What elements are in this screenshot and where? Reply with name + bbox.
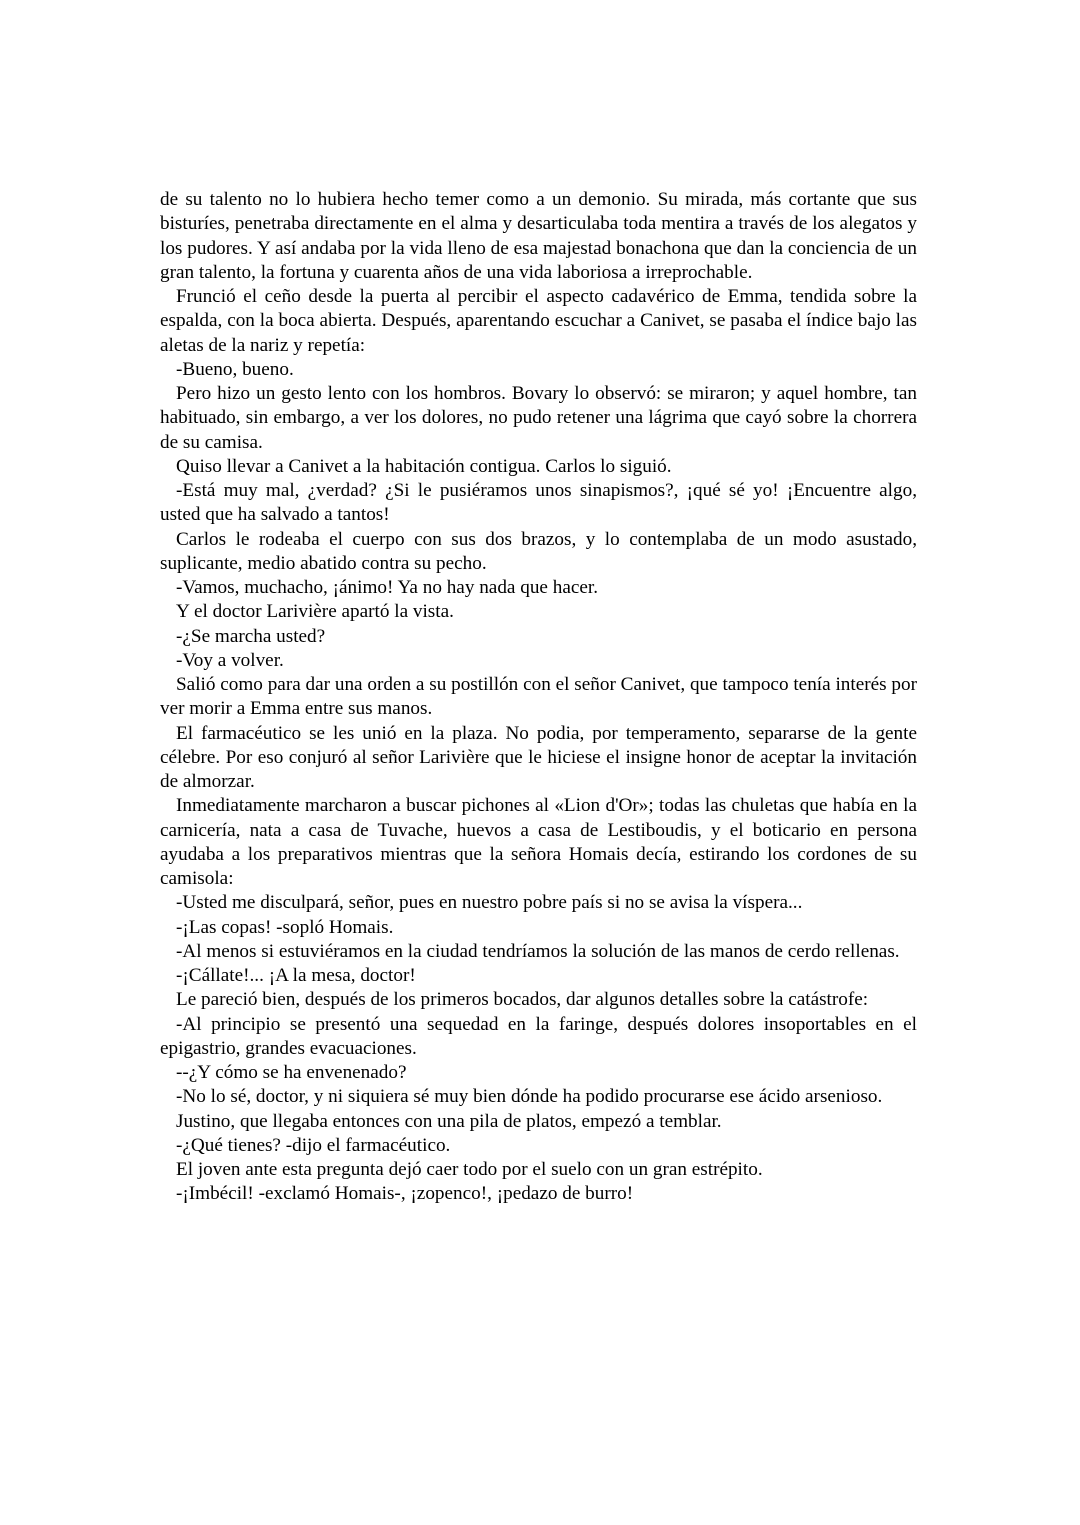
paragraph: Y el doctor Larivière apartó la vista. (176, 601, 454, 623)
paragraph: Inmediatamente marcharon a buscar pichones al «Lion d'Or»; todas las chuletas que había en la carnicería, nata a casa de Tuvache, huevos a casa de Lestiboudis, y el boticario en persona ayudaba a los preparativos mientras que la señora Homais decía, estirando los cordones de su camisola: (160, 795, 917, 889)
dialogue-line: -Vamos, muchacho, ¡ánimo! Ya no hay nada que hacer. (176, 577, 598, 598)
dialogue-line: -Al principio se presentó una sequedad en la faringe, después dolores insoportables en el epigastrio, grandes evacuaciones. (160, 1013, 917, 1059)
document-page (160, 188, 917, 1207)
paragraph: El farmacéutico se les unió en la plaza. No podia, por temperamento, separarse de la gente célebre. Por eso conjuró al señor Larivière que le hiciese el insigne honor de aceptar la invitación de almorzar. (160, 722, 917, 792)
dialogue-line: -Bueno, bueno. (176, 358, 294, 380)
paragraph: Le pareció bien, después de los primeros bocados, dar algunos detalles sobre la catástrofe: (176, 989, 869, 1011)
dialogue-line: --¿Y cómo se ha envenenado? (176, 1062, 407, 1083)
paragraph: Carlos le rodeaba el cuerpo con sus dos brazos, y lo contemplaba de un modo asustado, suplicante, medio abatido contra su pecho. (160, 528, 917, 574)
dialogue-line: -¡Imbécil! -exclamó Homais-, ¡zopenco!, ¡pedazo de burro! (176, 1183, 634, 1205)
paragraph: El joven ante esta pregunta dejó caer todo por el suelo con un gran estrépito. (176, 1159, 763, 1180)
paragraph: Quiso llevar a Canivet a la habitación contigua. Carlos lo siguió. (176, 455, 672, 477)
dialogue-line: -Está muy mal, ¿verdad? ¿Si le pusiéramos unos sinapismos?, ¡qué sé yo! ¡Encuentre algo, usted que ha salvado a tantos! (160, 480, 917, 526)
dialogue-line: -¿Se marcha usted? (176, 625, 326, 647)
paragraph: Frunció el ceño desde la puerta al percibir el aspecto cadavérico de Emma, tendida sobre la espalda, con la boca abierta. Después, aparentando escuchar a Canivet, se pasaba el índice bajo las aletas de la nariz y repetía: (160, 286, 917, 356)
dialogue-line: -¡Las copas! -sopló Homais. (176, 916, 394, 938)
paragraph: Salió como para dar una orden a su postillón con el señor Canivet, que tampoco tenía interés por ver morir a Emma entre sus manos. (160, 674, 917, 720)
dialogue-line: -¡Cállate!... ¡A la mesa, doctor! (176, 965, 416, 986)
dialogue-line: -Usted me disculpará, señor, pues en nuestro pobre país si no se avisa la víspera... (176, 892, 803, 914)
paragraph: de su talento no lo hubiera hecho temer como a un demonio. Su mirada, más cortante que sus bisturíes, penetraba directamente en el alma y desarticulaba toda mentira a través de los alegatos y los pudores. Y así andaba por la vida lleno de esa majestad bonachona que dan la conciencia de un gran talento, la fortuna y cuarenta años de una vida laboriosa a irreprochable. (160, 189, 917, 283)
dialogue-line: -Al menos si estuviéramos en la ciudad tendríamos la solución de las manos de cerdo rellenas. (176, 940, 900, 962)
dialogue-line: -Voy a volver. (176, 649, 284, 671)
paragraph: Pero hizo un gesto lento con los hombros. Bovary lo observó: se miraron; y aquel hombre, tan habituado, sin embargo, a ver los dolores, no pudo retener una lágrima que cayó sobre la chorrera de su camisa. (160, 383, 917, 453)
dialogue-line: -¿Qué tienes? -dijo el farmacéutico. (176, 1134, 451, 1156)
dialogue-line: -No lo sé, doctor, y ni siquiera sé muy bien dónde ha podido procurarse ese ácido arsenioso. (176, 1086, 883, 1108)
paragraph: Justino, que llegaba entonces con una pila de platos, empezó a temblar. (176, 1110, 722, 1132)
